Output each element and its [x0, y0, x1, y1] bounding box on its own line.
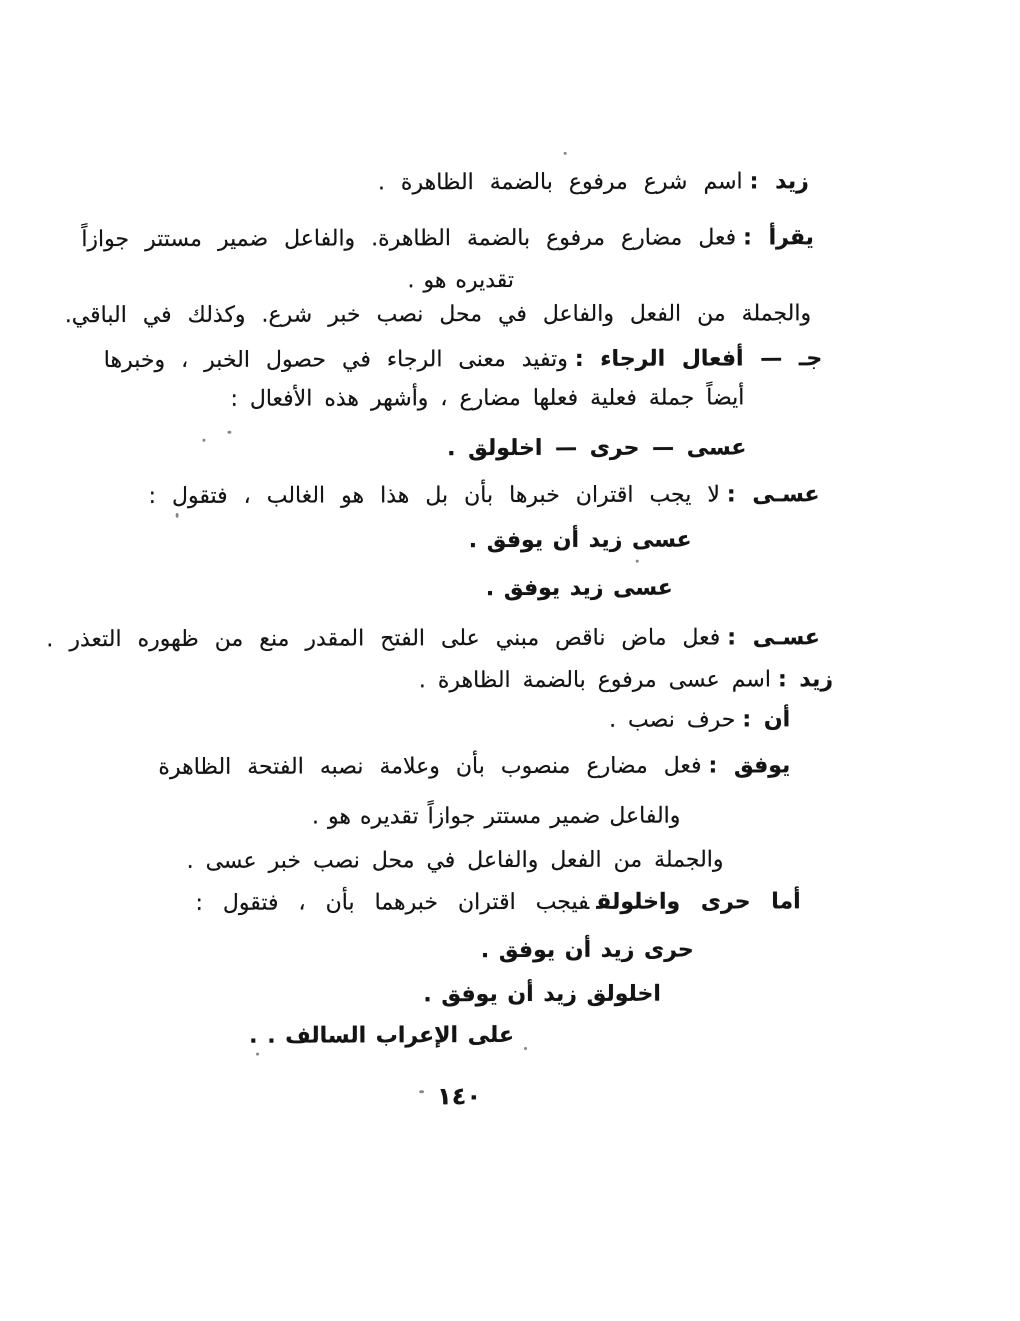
- line-text: تقديره هو .: [407, 268, 514, 293]
- scan-speck: [202, 439, 205, 442]
- text-line-01: [378, 169, 809, 195]
- page-number: ١٤٠: [437, 1082, 481, 1110]
- scan-speck: [564, 152, 567, 155]
- line-text: على الإعراب السالف . .: [249, 1023, 514, 1049]
- text-line-18: [481, 938, 694, 964]
- text-line-02: [81, 225, 814, 252]
- text-line-04: [65, 301, 811, 328]
- line-text: والجملة من الفعل والفاعل في محل نصب خبر شرع. وكذلك في الباقي.: [65, 301, 811, 328]
- text-line-11: [46, 625, 820, 652]
- term-label: يوفق :: [708, 753, 790, 778]
- term-label: يقرأ :: [743, 225, 814, 250]
- line-text: عسى زيد يوفق .: [486, 576, 673, 601]
- line-text: عسى — حرى — اخلولق .: [447, 435, 746, 461]
- scan-speck: [227, 431, 231, 434]
- line-text: والجملة من الفعل والفاعل في محل نصب خبر عسى .: [187, 847, 724, 873]
- text-line-20: [249, 1023, 514, 1049]
- text-line-12: [419, 667, 833, 693]
- term-label: عسـى :: [727, 482, 820, 507]
- text-line-05: [104, 346, 823, 373]
- text-line-06: [230, 385, 744, 411]
- text-line-16: [187, 847, 724, 873]
- text-line-10: [486, 576, 673, 601]
- text-line-19: [423, 982, 661, 1008]
- line-text: حرى زيد أن يوفق .: [481, 938, 694, 964]
- line-text: وتفيد معنى الرجاء في حصول الخبر ، وخبرها: [104, 347, 568, 373]
- line-text: عسى زيد أن يوفق .: [469, 528, 692, 554]
- line-text: اخلولق زيد أن يوفق .: [423, 982, 661, 1008]
- section-marker: جـ — أفعال الرجاء :: [575, 346, 822, 372]
- line-text: اسم عسى مرفوع بالضمة الظاهرة .: [419, 667, 771, 693]
- term-label: زيد :: [778, 667, 833, 692]
- scan-speck: [419, 1090, 424, 1093]
- line-text: فيجب اقتران خبرهما بأن ، فتقول :: [195, 890, 589, 916]
- term-label: عسـى :: [727, 625, 820, 650]
- text-line-17: [195, 889, 800, 916]
- scan-speck: [636, 560, 639, 563]
- line-text: لا يجب اقتران خبرها بأن بل هذا هو الغالب ، فتقول :: [149, 482, 720, 508]
- line-text: أيضاً جملة فعلية فعلها مضارع ، وأشهر هذه الأفعال :: [230, 385, 744, 411]
- scan-speck: [524, 1047, 527, 1050]
- line-text: حرف نصب .: [609, 707, 735, 732]
- term-label: أما حرى واخلولق: [596, 889, 800, 915]
- term-label: زيد :: [750, 169, 809, 194]
- text-line-08: [149, 482, 820, 509]
- text-line-03: [407, 268, 514, 293]
- line-text: اسم شرع مرفوع بالضمة الظاهرة .: [378, 169, 743, 195]
- scan-speck: [176, 513, 179, 518]
- line-text: فعل مضارع مرفوع بالضمة الظاهرة. والفاعل ضمير مستتر جوازاً: [81, 225, 736, 252]
- text-line-07: [447, 435, 746, 461]
- text-line-09: [469, 528, 692, 554]
- text-line-14: [158, 753, 790, 780]
- text-line-15: [312, 804, 680, 830]
- scan-speck: [256, 1053, 259, 1056]
- line-text: والفاعل ضمير مستتر جوازاً تقديره هو .: [312, 804, 680, 830]
- line-text: فعل ماض ناقص مبني على الفتح المقدر منع من ظهوره التعذر .: [46, 625, 720, 652]
- line-text: فعل مضارع منصوب بأن وعلامة نصبه الفتحة الظاهرة: [158, 753, 701, 779]
- term-label: أن :: [742, 707, 790, 732]
- text-line-13: [609, 707, 790, 732]
